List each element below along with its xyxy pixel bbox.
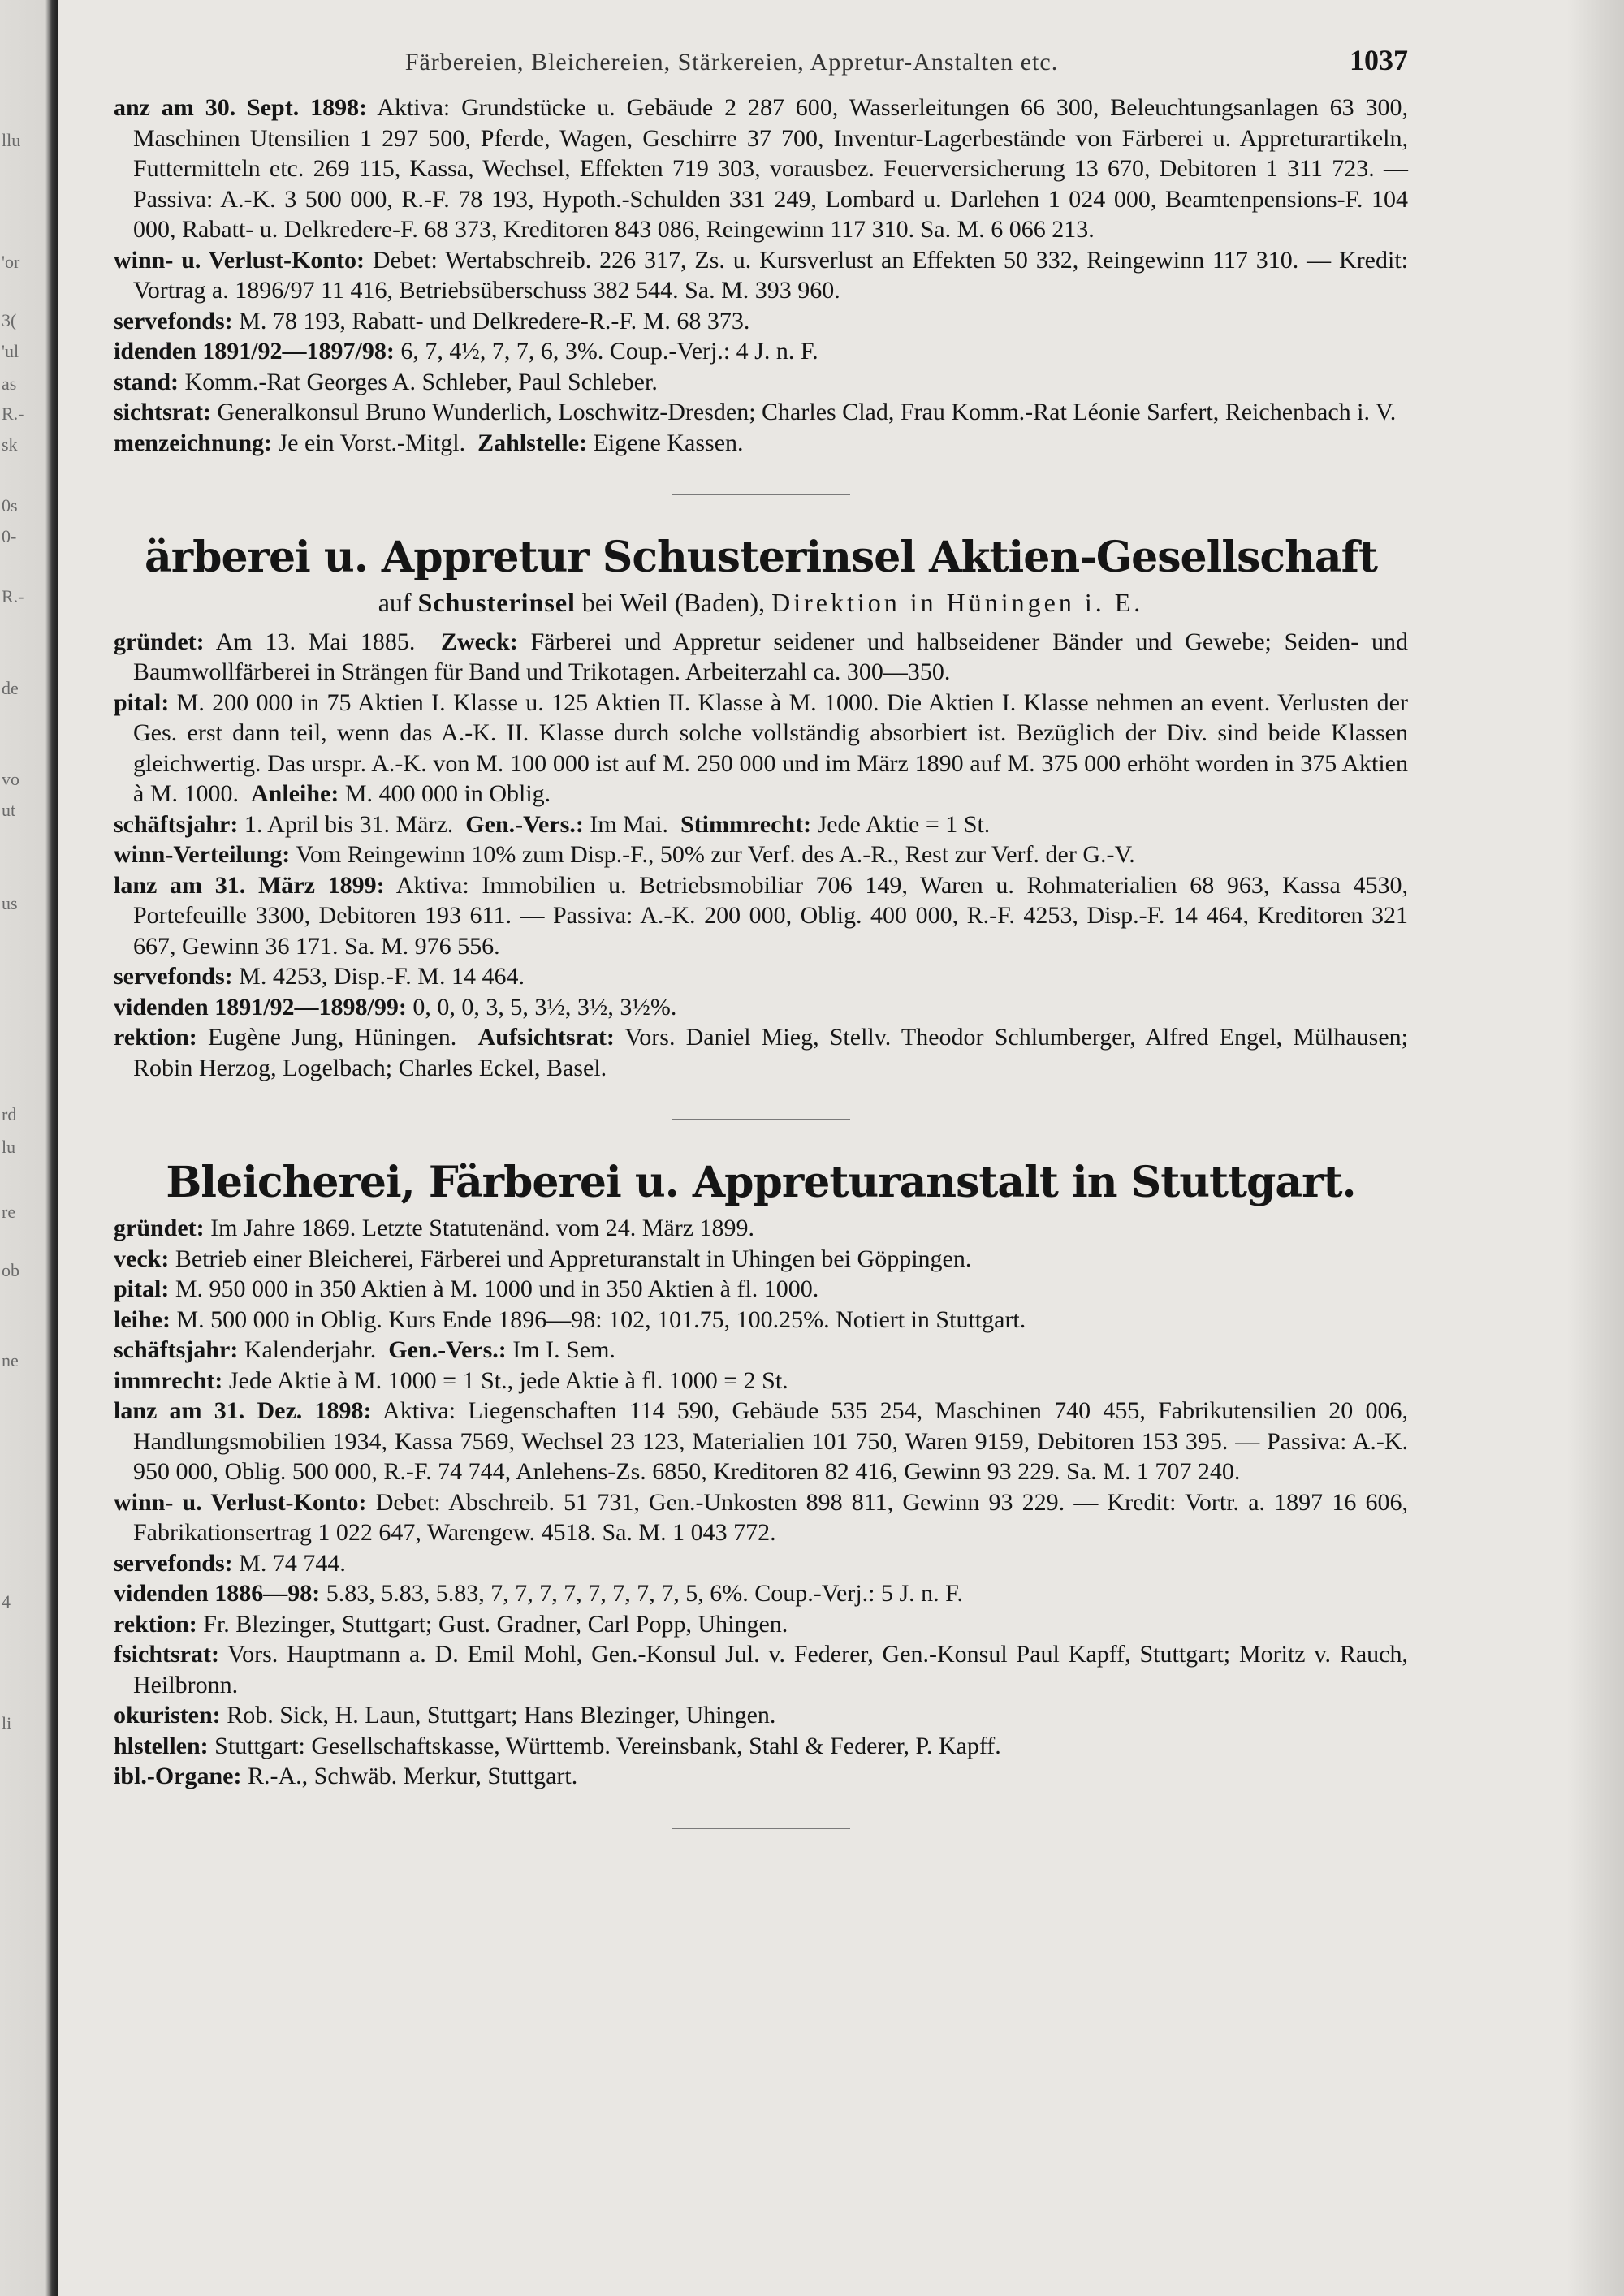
entry-dividenden bbox=[114, 1578, 1408, 1609]
entry-gewinn-verteilung bbox=[114, 839, 1408, 870]
entry-label: Aufsichtsrat: bbox=[477, 1024, 615, 1051]
entry-text: Aktiva: Liegenschaften 114 590, Gebäude 535 254, Maschinen 740 455, Fabrikutensilien 20 006, Handlungsmobilien 1934, Kassa 7569, Wechsel 23 123, Materialien 101 750, Waren 9159, Debitoren 153 395. — Passiva: A.-K. 950 000, Oblig. 500 000, R.-F. 74 744, Anlehens-Zs. 6850, Kreditoren 82 416, Gewinn 93 229. Sa. M. 1 707 240. bbox=[133, 1397, 1408, 1485]
entry-label: gründet: bbox=[114, 628, 205, 655]
facing-page-fragment: 0s bbox=[2, 495, 18, 516]
facing-page-fragment: R.- bbox=[2, 404, 24, 424]
entry-label: Zweck: bbox=[440, 628, 518, 655]
facing-page-fragment: li bbox=[2, 1713, 12, 1733]
book-page bbox=[114, 45, 1408, 1865]
entry-label: pital: bbox=[114, 688, 170, 716]
entry-stimmrecht bbox=[114, 1366, 1408, 1396]
entry-text: Jede Aktie = 1 St. bbox=[817, 810, 991, 838]
entry-label: servefonds: bbox=[114, 307, 233, 334]
entry-label: rektion: bbox=[114, 1610, 197, 1638]
entry-text: Aktiva: Immobilien u. Betriebsmobiliar 706 149, Waren u. Rohmaterialien 68 963, Kassa 4530, Portefeuille 3300, Debitoren 193 611. — Passiva: A.-K. 200 000, Oblig. 400 000, R.-F. 4253, Disp.-F. 14 464, Kreditoren 321 667, Gewinn 36 171. Sa. M. 976 556. bbox=[133, 871, 1408, 960]
entry-label: schäftsjahr: bbox=[114, 1336, 239, 1363]
entry-bilanz bbox=[114, 93, 1408, 245]
entry-label: servefonds: bbox=[114, 963, 233, 990]
entry-geschaeftsjahr bbox=[114, 809, 1408, 840]
entry-label: menzeichnung: bbox=[114, 429, 272, 456]
facing-page-fragment: 3( bbox=[2, 310, 17, 330]
facing-page-fragment: as bbox=[2, 373, 17, 394]
entry-text: Färberei und Appretur seidener und halbseidener Bänder und Gewebe; Seiden- und Baumwollfärberei in Strängen für Band und Trikotagen. Arbeiterzahl ca. 300—350. bbox=[133, 628, 1409, 685]
section-divider bbox=[672, 1828, 850, 1829]
entry-gewinn-verlust bbox=[114, 1487, 1408, 1548]
facing-page-fragment: 0- bbox=[2, 526, 17, 546]
entry-label: Anleihe: bbox=[251, 780, 339, 807]
entry-label: rektion: bbox=[114, 1024, 197, 1051]
entry-label: winn-Verteilung: bbox=[114, 841, 291, 868]
entry-label: pital: bbox=[114, 1275, 170, 1302]
entry-text: 1. April bis 31. März. bbox=[244, 810, 454, 838]
entry-text: Am 13. Mai 1885. bbox=[215, 628, 416, 655]
page-edge bbox=[1567, 0, 1624, 2296]
facing-page-fragment: sk bbox=[2, 434, 18, 455]
entry-publ-organe bbox=[114, 1761, 1408, 1792]
facing-page-fragment: lu bbox=[2, 1137, 16, 1157]
entry-reservefonds bbox=[114, 961, 1408, 992]
entry-zeichnung bbox=[114, 428, 1408, 459]
facing-page-fragment: us bbox=[2, 893, 18, 913]
entry-text: M. 200 000 in 75 Aktien I. Klasse u. 125 Aktien II. Klasse à M. 1000. Die Aktien I. Klasse nehmen an event. Verlusten der Ges. erst dann teil, wenn das A.-K. II. Klasse durch solche vollständig absorbiert ist. Bezüglich der Div. sind beide Klassen gleichwertig. Das urspr. A.-K. von M. 100 000 ist auf M. 250 000 und im März 1890 auf M. 375 000 erhöht worden in 375 Aktien à M. 1000. bbox=[133, 688, 1408, 807]
entry-text: Vom Reingewinn 10% zum Disp.-F., 50% zur Verf. des A.-R., Rest zur Verf. der G.-V. bbox=[296, 841, 1135, 868]
entry-label: Gen.-Vers.: bbox=[465, 810, 584, 838]
entry-label: fsichtsrat: bbox=[114, 1641, 219, 1668]
entry-label: lanz am 31. Dez. 1898: bbox=[114, 1397, 372, 1424]
entry-dividenden bbox=[114, 336, 1408, 367]
entry-text: M. 4253, Disp.-F. M. 14 464. bbox=[239, 963, 525, 990]
entry-text: Komm.-Rat Georges A. Schleber, Paul Schleber. bbox=[184, 368, 658, 395]
entry-anleihe bbox=[114, 1305, 1408, 1336]
running-head-title: Färbereien, Bleichereien, Stärkereien, Appretur-Anstalten etc. bbox=[404, 49, 1059, 76]
entry-text: Im Mai. bbox=[590, 810, 668, 838]
company-title: Bleicherei, Färberei u. Appreturanstalt in Stuttgart. bbox=[166, 1158, 1356, 1207]
facing-page-fragment: rd bbox=[2, 1104, 17, 1124]
entry-reservefonds bbox=[114, 1548, 1408, 1579]
entry-text: Im Jahre 1869. Letzte Statutenänd. vom 24. März 1899. bbox=[210, 1215, 755, 1241]
subtitle-text: bei Weil (Baden), bbox=[581, 588, 766, 617]
section-divider bbox=[672, 1119, 850, 1120]
facing-page-fragment: ob bbox=[2, 1260, 19, 1280]
facing-page-fragment: de bbox=[2, 678, 19, 698]
entry-kapital bbox=[114, 688, 1408, 809]
entry-text: M. 74 744. bbox=[239, 1549, 346, 1577]
entry-text: Eugène Jung, Hüningen. bbox=[207, 1024, 457, 1051]
entry-text: Jede Aktie à M. 1000 = 1 St., jede Aktie à fl. 1000 = 2 St. bbox=[228, 1366, 788, 1394]
entry-label: Stimmrecht: bbox=[680, 810, 812, 838]
entry-label: hlstellen: bbox=[114, 1732, 209, 1759]
entry-label: videnden 1886—98: bbox=[114, 1580, 321, 1607]
entry-text: M. 500 000 in Oblig. Kurs Ende 1896—98: 102, 101.75, 100.25%. Notiert in Stuttgart. bbox=[176, 1306, 1026, 1333]
entry-label: lanz am 31. März 1899: bbox=[114, 871, 385, 899]
entry-text: Je ein Vorst.-Mitgl. bbox=[278, 429, 466, 456]
entry-text: Stuttgart: Gesellschaftskasse, Württemb. Vereinsbank, Stahl & Federer, P. Kapff. bbox=[214, 1732, 1001, 1759]
entry-label: winn- u. Verlust-Konto: bbox=[114, 1488, 367, 1516]
entry-bilanz bbox=[114, 1396, 1408, 1487]
entry-label: idenden 1891/92—1897/98: bbox=[114, 338, 395, 365]
entry-text: Eigene Kassen. bbox=[593, 429, 744, 456]
entry-reservefonds bbox=[114, 306, 1408, 337]
company-subtitle bbox=[114, 588, 1408, 619]
entry-gegruendet bbox=[114, 627, 1408, 688]
entry-text: 6, 7, 4½, 7, 7, 6, 3%. Coup.-Verj.: 4 J. n. F. bbox=[400, 338, 818, 365]
entry-text: Debet: Wertabschreib. 226 317, Zs. u. Kursverlust an Effekten 50 332, Reingewinn 117 310. — Kredit: Vortrag a. 1896/97 11 416, Betriebsüberschuss 382 544. Sa. M. 393 960. bbox=[133, 246, 1408, 304]
entry-text: Betrieb einer Bleicherei, Färberei und Appreturanstalt in Uhingen bei Göppingen. bbox=[175, 1245, 972, 1272]
entry-label: sichtsrat: bbox=[114, 399, 211, 425]
entry-text: M. 950 000 in 350 Aktien à M. 1000 und in 350 Aktien à fl. 1000. bbox=[175, 1275, 819, 1302]
entry-text: 0, 0, 0, 3, 5, 3½, 3½, 3½%. bbox=[412, 993, 677, 1021]
entry-prokuristen bbox=[114, 1700, 1408, 1731]
company-entry-stuttgart bbox=[114, 1156, 1408, 1792]
facing-page-fragment: vo bbox=[2, 769, 19, 789]
entry-text: M. 78 193, Rabatt- und Delkredere-R.-F. M. 68 373. bbox=[239, 307, 750, 334]
entry-label: okuristen: bbox=[114, 1702, 221, 1728]
entry-text: R.-A., Schwäb. Merkur, Stuttgart. bbox=[248, 1763, 578, 1789]
entry-text: Vors. Hauptmann a. D. Emil Mohl, Gen.-Konsul Jul. v. Federer, Gen.-Konsul Paul Kapff, Stuttgart; Moritz v. Rauch, Heilbronn. bbox=[133, 1641, 1408, 1698]
entry-label: leihe: bbox=[114, 1306, 171, 1333]
entry-label: anz am 30. Sept. 1898: bbox=[114, 94, 368, 121]
facing-page-fragment: 'or bbox=[2, 252, 20, 272]
entry-aufsichtsrat bbox=[114, 1639, 1408, 1700]
entry-text: Fr. Blezinger, Stuttgart; Gust. Gradner, Carl Popp, Uhingen. bbox=[203, 1610, 788, 1638]
entry-gewinn-verlust bbox=[114, 245, 1408, 306]
facing-page-fragment: ut bbox=[2, 800, 16, 820]
entry-text: Vors. Daniel Mieg, Stellv. Theodor Schlumberger, Alfred Engel, Mülhausen; Robin Herzog, Logelbach; Charles Eckel, Basel. bbox=[133, 1024, 1408, 1081]
entry-text: M. 400 000 in Oblig. bbox=[344, 780, 551, 807]
entry-label: winn- u. Verlust-Konto: bbox=[114, 246, 365, 274]
entry-text: Kalenderjahr. bbox=[244, 1336, 377, 1363]
facing-page-fragment: 'ul bbox=[2, 341, 19, 361]
entry-label: videnden 1891/92—1898/99: bbox=[114, 993, 407, 1021]
facing-page-fragment: 4 bbox=[2, 1591, 11, 1612]
entry-label: ibl.-Organe: bbox=[114, 1763, 242, 1789]
subtitle-text: auf bbox=[378, 588, 412, 617]
entry-text: Debet: Abschreib. 51 731, Gen.-Unkosten 898 811, Gewinn 93 229. — Kredit: Vortr. a. 1897 16 606, Fabrikationsertrag 1 022 647, Warengew. 4518. Sa. M. 1 043 772. bbox=[133, 1488, 1409, 1546]
entry-label: Gen.-Vers.: bbox=[388, 1336, 507, 1363]
subtitle-location: Schusterinsel bbox=[417, 588, 576, 617]
facing-page-fragment: re bbox=[2, 1202, 16, 1222]
company-title: ärberei u. Appretur Schusterinsel Aktien-Gesellschaft bbox=[145, 533, 1377, 582]
entry-direktion bbox=[114, 1022, 1408, 1083]
entry-zahlstellen bbox=[114, 1731, 1408, 1762]
entry-bilanz bbox=[114, 870, 1408, 962]
section-divider bbox=[672, 494, 850, 495]
entry-text: Generalkonsul Bruno Wunderlich, Loschwitz-Dresden; Charles Clad, Frau Komm.-Rat Léonie Sarfert, Reichenbach i. V. bbox=[217, 399, 1397, 425]
entry-text: Rob. Sick, H. Laun, Stuttgart; Hans Blezinger, Uhingen. bbox=[227, 1702, 776, 1728]
facing-page-fragment: ne bbox=[2, 1350, 19, 1370]
entry-gegruendet bbox=[114, 1213, 1408, 1244]
entry-text: Aktiva: Grundstücke u. Gebäude 2 287 600, Wasserleitungen 66 300, Beleuchtungsanlagen 63 300, Maschinen Utensilien 1 297 500, Pferde, Wagen, Geschirre 37 700, Inventur-Lagerbestände von Färberei u. Appreturartikeln, Futtermitteln etc. 269 115, Kassa, Wechsel, Effekten 719 303, vorausbez. Feuerversicherung 13 670, Debitoren 1 311 723. — Passiva: A.-K. 3 500 000, R.-F. 78 193, Hypoth.-Schulden 331 249, Lombard u. Darlehen 1 024 000, Beamtenpensions-F. 104 000, Rabatt- u. Delkredere-F. 68 373, Kreditoren 843 086, Reingewinn 117 310. Sa. M. 6 066 213. bbox=[133, 94, 1408, 243]
entry-label: stand: bbox=[114, 368, 179, 395]
entry-direktion bbox=[114, 1609, 1408, 1640]
entry-label: veck: bbox=[114, 1245, 170, 1272]
entry-label: Zahlstelle: bbox=[477, 429, 588, 456]
entry-text: Im I. Sem. bbox=[512, 1336, 615, 1363]
entry-label: gründet: bbox=[114, 1215, 205, 1241]
subtitle-direction: Direktion in Hüningen i. E. bbox=[771, 588, 1144, 617]
page-number: 1037 bbox=[1350, 44, 1408, 76]
running-head bbox=[114, 45, 1408, 93]
entry-zweck bbox=[114, 1244, 1408, 1275]
company-entry-continued bbox=[114, 93, 1408, 458]
entry-kapital bbox=[114, 1274, 1408, 1305]
entry-label: schäftsjahr: bbox=[114, 810, 239, 838]
entry-text: 5.83, 5.83, 5.83, 7, 7, 7, 7, 7, 7, 7, 7, 5, 6%. Coup.-Verj.: 5 J. n. F. bbox=[326, 1580, 963, 1607]
entry-vorstand bbox=[114, 367, 1408, 398]
entry-label: immrecht: bbox=[114, 1366, 223, 1394]
facing-page-fragment: llu bbox=[2, 130, 21, 150]
entry-label: servefonds: bbox=[114, 1549, 233, 1577]
entry-dividenden bbox=[114, 992, 1408, 1023]
entry-aufsichtsrat bbox=[114, 397, 1408, 428]
entry-geschaeftsjahr bbox=[114, 1335, 1408, 1366]
company-entry-schusterinsel bbox=[114, 531, 1408, 1083]
facing-page-fragment: R.- bbox=[2, 586, 24, 606]
